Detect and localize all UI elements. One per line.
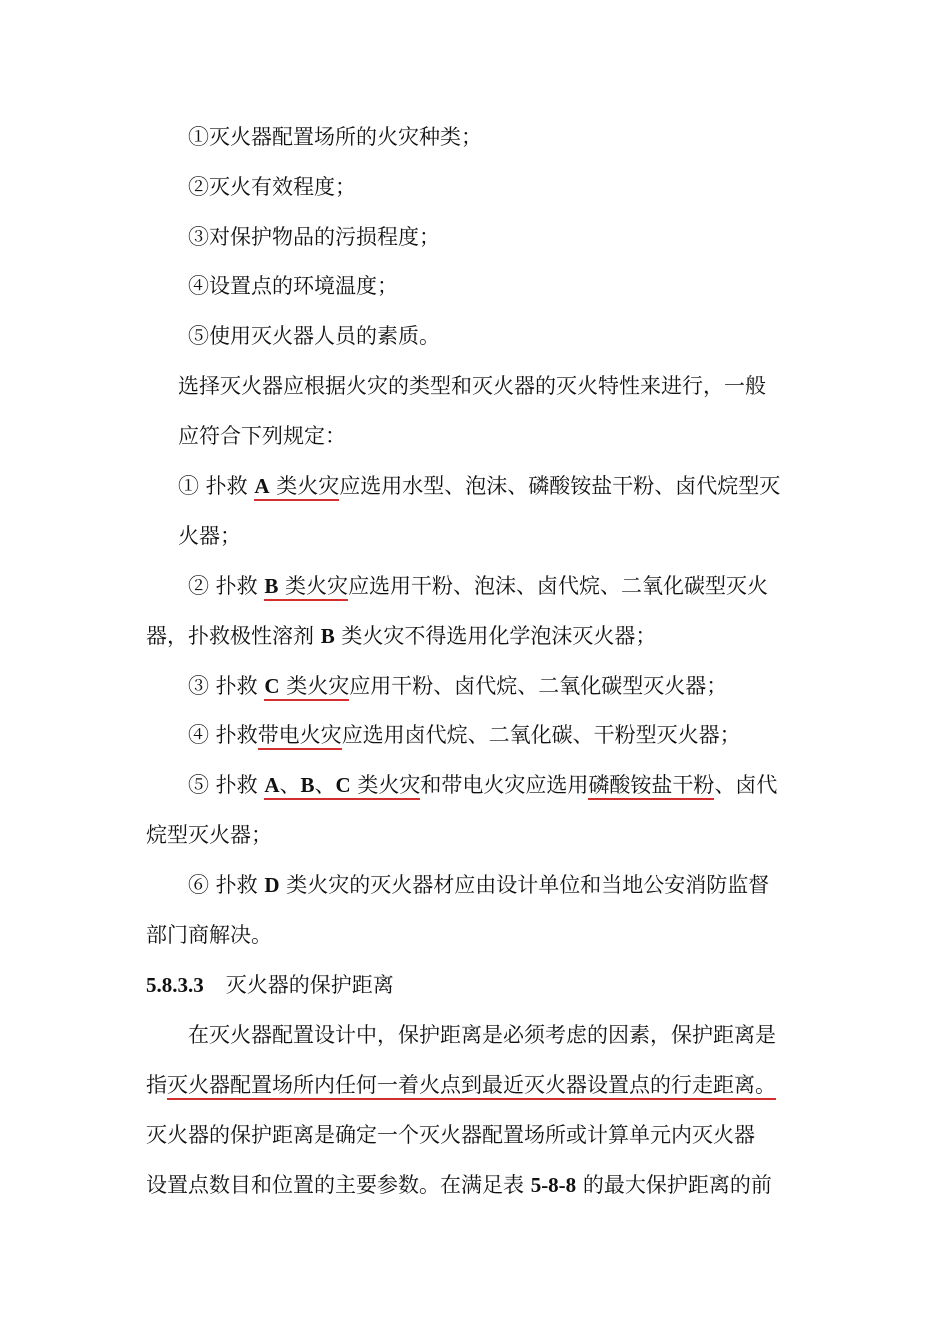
intro-item-2: ②灭火有效程度； bbox=[188, 175, 356, 199]
rule-5-text: 、卤代 bbox=[714, 773, 778, 797]
paragraph-line-2 bbox=[146, 1071, 776, 1099]
rule-5-class-label: 类火灾 bbox=[350, 773, 421, 797]
paragraph-line-4 bbox=[146, 1171, 772, 1199]
intro-item-5: ⑤使用灭火器人员的素质。 bbox=[188, 324, 440, 348]
rule-6-prefix: ⑥ 扑救 bbox=[188, 873, 265, 897]
rule-6-continuation: 部门商解决。 bbox=[146, 923, 272, 947]
rule-4 bbox=[188, 721, 741, 749]
rule-5-letter-c: C bbox=[335, 773, 351, 797]
rule-1-class-letter: A bbox=[254, 474, 270, 498]
paragraph-line-4-text: 的最大保护距离的前 bbox=[576, 1173, 772, 1197]
intro-item-4: ④设置点的环境温度； bbox=[188, 274, 398, 298]
rule-2-cont-prefix: 器，扑救极性溶剂 bbox=[146, 624, 321, 648]
rule-5-agent-underlined: 磷酸铵盐干粉 bbox=[588, 773, 714, 800]
rule-2-class-label: 类火灾 bbox=[278, 574, 349, 598]
intro-item-1: ①灭火器配置场所的火灾种类； bbox=[188, 125, 482, 149]
rule-1-class-underlined bbox=[254, 474, 339, 501]
paragraph-line-1: 在灭火器配置设计中，保护距离是必须考虑的因素，保护距离是 bbox=[188, 1023, 776, 1047]
rule-6 bbox=[188, 871, 769, 899]
rule-3 bbox=[188, 672, 727, 700]
rule-5-middle: 和带电火灾应选用 bbox=[420, 773, 589, 797]
rule-5-prefix: ⑤ 扑救 bbox=[188, 773, 265, 797]
rule-1-continuation: 火器； bbox=[178, 524, 241, 548]
rule-1-prefix: ① 扑救 bbox=[178, 474, 255, 498]
paragraph-line-3: 灭火器的保护距离是确定一个灭火器配置场所或计算单元内灭火器 bbox=[146, 1123, 755, 1147]
rule-3-text: 应用干粉、卤代烷、二氧化碳型灭火器； bbox=[349, 674, 728, 698]
rule-2-text: 应选用干粉、泡沫、卤代烷、二氧化碳型灭火 bbox=[348, 574, 769, 598]
rule-1-text: 应选用水型、泡沫、磷酸铵盐干粉、卤代烷型灭 bbox=[339, 474, 781, 498]
selection-intro-line2: 应符合下列规定： bbox=[178, 424, 346, 448]
section-heading bbox=[146, 971, 394, 999]
selection-intro-line1: 选择灭火器应根据火灾的类型和灭火器的灭火特性来进行，一般 bbox=[178, 374, 766, 398]
rule-2-class-letter: B bbox=[264, 574, 279, 598]
rule-6-class-letter: D bbox=[264, 873, 280, 897]
rule-3-class-label: 类火灾 bbox=[279, 674, 350, 698]
rule-2-continuation bbox=[146, 622, 656, 650]
rule-2-class-underlined bbox=[264, 574, 348, 601]
rule-2-cont-letter: B bbox=[320, 624, 335, 648]
rule-5-letter-b: B bbox=[300, 773, 315, 797]
rule-2-prefix: ② 扑救 bbox=[188, 574, 265, 598]
paragraph-line-4-prefix: 设置点数目和位置的主要参数。在满足表 bbox=[146, 1173, 531, 1197]
intro-item-3: ③对保护物品的污损程度； bbox=[188, 225, 440, 249]
rule-5-sep-1: 、 bbox=[279, 773, 301, 797]
protection-distance-definition: 灭火器配置场所内任何一着火点到最近灭火器设置点的行走距离。 bbox=[167, 1073, 776, 1100]
section-title: 灭火器的保护距离 bbox=[225, 973, 394, 997]
rule-3-class-letter: C bbox=[264, 674, 280, 698]
rule-4-text: 应选用卤代烷、二氧化碳、干粉型灭火器； bbox=[341, 723, 741, 747]
section-number: 5.8.3.3 bbox=[146, 973, 204, 997]
paragraph-line-2-prefix: 指 bbox=[146, 1073, 167, 1097]
table-reference: 5-8-8 bbox=[530, 1173, 577, 1197]
rule-3-prefix: ③ 扑救 bbox=[188, 674, 265, 698]
rule-2-cont-text: 类火灾不得选用化学泡沫灭火器； bbox=[334, 624, 657, 648]
rule-3-class-underlined bbox=[264, 674, 349, 701]
rule-4-prefix: ④ 扑救 bbox=[188, 723, 258, 747]
rule-5-sep-2: 、 bbox=[314, 773, 336, 797]
rule-6-text: 类火灾的灭火器材应由设计单位和当地公安消防监督 bbox=[279, 873, 770, 897]
rule-1 bbox=[178, 472, 780, 500]
rule-5 bbox=[188, 771, 777, 799]
rule-5-continuation: 烷型灭火器； bbox=[146, 823, 272, 847]
rule-5-classes-underlined bbox=[264, 773, 420, 800]
rule-1-class-label: 类火灾 bbox=[269, 474, 340, 498]
rule-5-letter-a: A bbox=[264, 773, 280, 797]
rule-2 bbox=[188, 572, 768, 600]
rule-4-underlined: 带电火灾 bbox=[258, 723, 342, 750]
